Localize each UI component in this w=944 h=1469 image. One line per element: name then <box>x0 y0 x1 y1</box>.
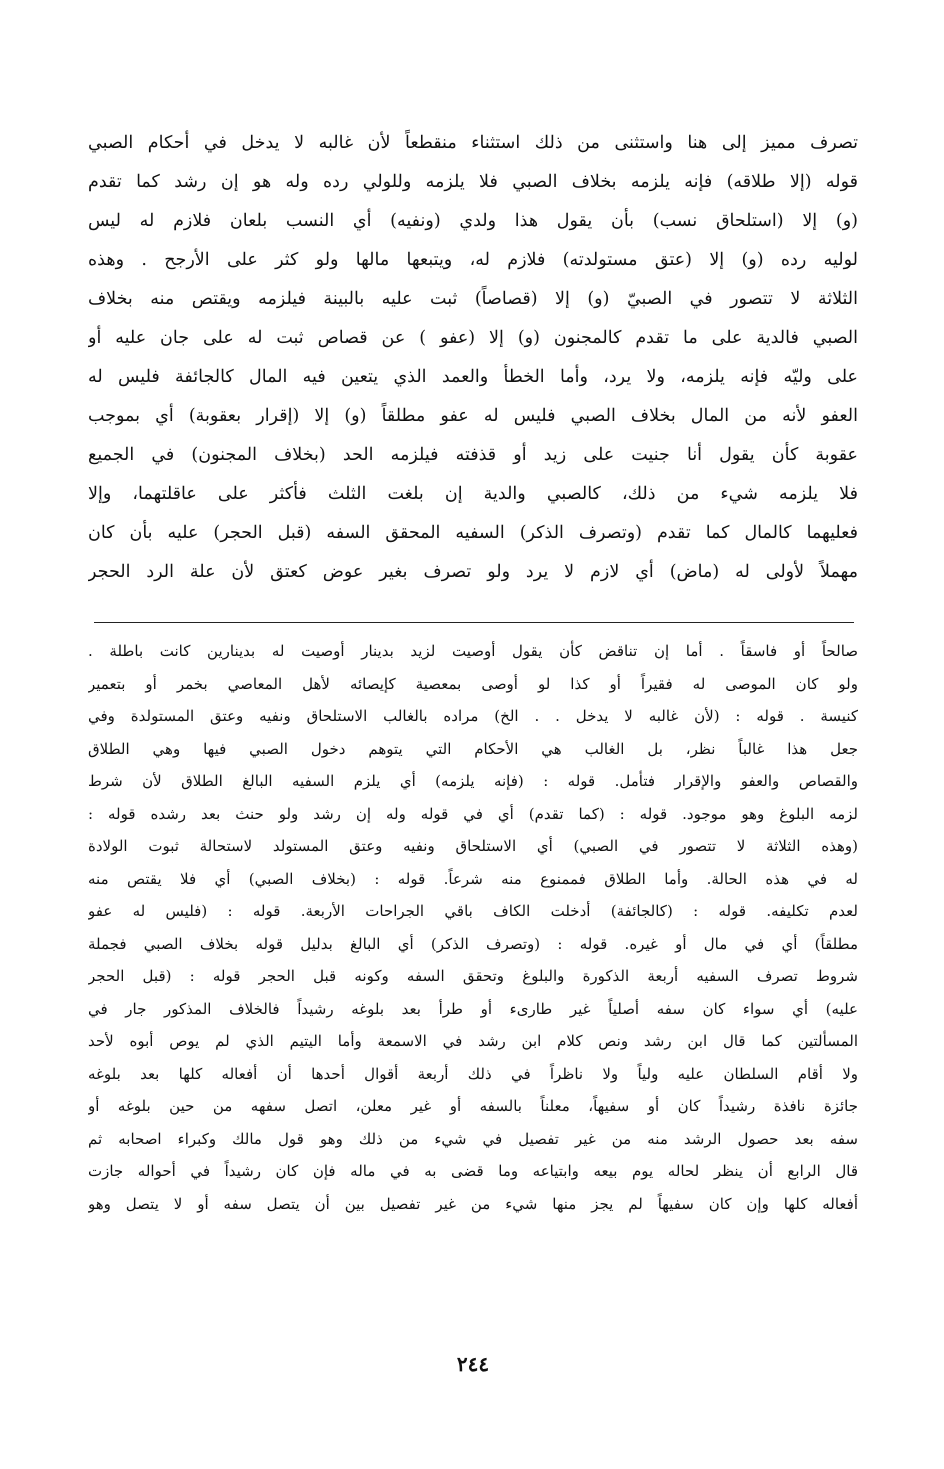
footnote-line: جعل هذا غالباً نظر، بل الغالب هي الأحكام التي يتوهم دخول الصبي فيها وهي الطلاق <box>88 739 858 758</box>
footnote-line: ولا أقام السلطان عليه ولياً ولا ناظراً في ذلك أربعة أقوال أحدها أن أفعاله كلها بعد بلوغه <box>88 1064 858 1083</box>
footnote-line: سفه بعد حصول الرشد منه من غير تفصيل في شيء من ذلك وهو قول مالك وكبراء اصحابه ثم <box>88 1129 858 1148</box>
main-text-line: العفو لأنه من المال بخلاف الصبي فليس له عفو مطلقاً (و) إلا (إقرار بعقوبة) أي بموجب <box>88 406 858 426</box>
footnote-line: له في هذه الحالة. وأما الطلاق فممنوع منه شرعاً. قوله : (بخلاف الصبي) أي فلا يقتص منه <box>88 869 858 888</box>
main-text-line: فلا يلزمه شيء من ذلك، كالصبي والدية إن بلغت الثلث فأكثر على عاقلتهما، وإلا <box>88 484 858 504</box>
main-text-line: الصبي فالدية على ما تقدم كالمجنون (و) إلا (عفو ) عن قصاص ثبت له على جان عليه أو <box>88 328 858 348</box>
footnote-line: لزمه البلوغ وهو موجود. قوله : (كما تقدم) أي في قوله وله إن رشد ولو حنث بعد رشده قوله : <box>88 804 858 823</box>
page-number: ٢٤٤ <box>456 1352 490 1376</box>
footnote-separator <box>94 622 854 623</box>
footnote-line: كنيسة . قوله : (لأن غالبه لا يدخل . . الخ) مراده بالغالب الاستلحاق ونفيه وعتق المستولدة وفي <box>88 707 858 725</box>
footnote-line: جائزة نافذة رشيداً كان أو سفيهاً، معلناً بالسفه أو غير معلن، اتصل سفهه من حين بلوغه أو <box>88 1097 858 1115</box>
main-text-line: مهملاً لأولى له (ماض) أي لازم لا يرد ولو تصرف بغير عوض كعتق لأن علة الرد الحجر <box>88 562 858 582</box>
footnote-line: المسألتين كما قال ابن رشد ونص كلام ابن رشد في الاسمعة وأما اليتيم الذي لم يوص أبوه لأحد <box>88 1032 858 1050</box>
main-text-line: لوليه رده (و) إلا (عتق مستولدته) فلازم له، ويتبعها مالها ولو كثر على الأرجح . وهذه <box>88 250 858 270</box>
main-text-line: قوله (إلا طلاقه) فإنه يلزمه بخلاف الصبي فلا يلزمه وللولي رده وله هو إن رشد كما تقدم <box>88 172 858 192</box>
footnote-line: (وهذه الثلاثة لا تتصور في الصبي) أي الاستلحاق ونفيه وعتق المستولد لاستحالة ثبوت الولادة <box>88 837 858 855</box>
main-text-line: فعليهما كالمال كما تقدم (وتصرف الذكر) السفيه المحقق السفه (قبل الحجر) عليه بأن كان <box>88 523 858 543</box>
footnote-block <box>88 635 858 1220</box>
footnote-line: لعدم تكليفه. قوله : (كالجائفة) أدخلت الكاف باقي الجراحات الأربعة. قوله : (فليس له عفو <box>88 902 858 920</box>
footnote-line: شروط تصرف السفيه أربعة الذكورة والبلوغ وتحقق السفه وكونه قبل الحجر قوله : (قبل الحجر <box>88 967 858 985</box>
footnote-line: أفعاله كلها وإن كان سفيهاً لم يجز منها شيء من غير تفصيل بين أن يتصل سفه أو لا يتصل وهو <box>88 1194 858 1213</box>
footnote-line: صالحاً أو فاسقاً . أما إن تناقض كأن يقول أوصيت لزيد بدينار أوصيت له بدينارين كانت باطلة . <box>88 642 858 660</box>
footnote-line: والقصاص والعفو والإقرار فتأمل. قوله : (فإنه يلزمه) أي يلزم السفيه البالغ الطلاق لأن شرط <box>88 772 858 790</box>
main-text-line: عقوبة كأن يقول أنا جنيت على زيد أو قذفته فيلزمه الحد (بخلاف المجنون) في الجميع <box>88 445 858 465</box>
main-text-line: الثلاثة لا تتصور في الصبيّ (و) إلا (قصاصاً) ثبت عليه بالبينة فيلزمه ويقتص منه بخلاف <box>88 289 858 309</box>
footnote-line: مطلقاً) أي في مال أو غيره. قوله : (وتصرف الذكر) أي البالغ بدليل قوله بخلاف الصبي فجملة <box>88 934 858 953</box>
footnote-line: ولو كان الموصى له فقيراً أو كذا لو أوصى بمعصية كإيصائه لأهل المعاصي بخمر أو بتعمير <box>88 674 858 693</box>
footnote-line: قال الرابع أن ينظر لحاله يوم بيعه وابتياعه وما قضى به في ماله فإن كان رشيداً في أحواله جازت <box>88 1162 858 1180</box>
main-text-line: تصرف مميز إلى هنا واستثنى من ذلك استثناء منقطعاً لأن غالبه لا يدخل في أحكام الصبي <box>88 133 858 153</box>
main-text-line: على وليّه فإنه يلزمه، ولا يرد، وأما الخطأ والعمد الذي يتعين فيه المال كالجائفة فليس له <box>88 367 858 387</box>
main-text-line: (و) إلا (استلحاق نسب) بأن يقول هذا ولدي (ونفيه) أي النسب بلعان فلازم له ليس <box>88 211 858 231</box>
footnote-line: عليه) أي سواء كان سفه أصلياً غير طارىء أو طرأ بعد بلوغه رشيداً فالخلاف المذكور جار في <box>88 999 858 1018</box>
main-text-block <box>88 124 858 592</box>
book-page <box>88 116 858 1436</box>
